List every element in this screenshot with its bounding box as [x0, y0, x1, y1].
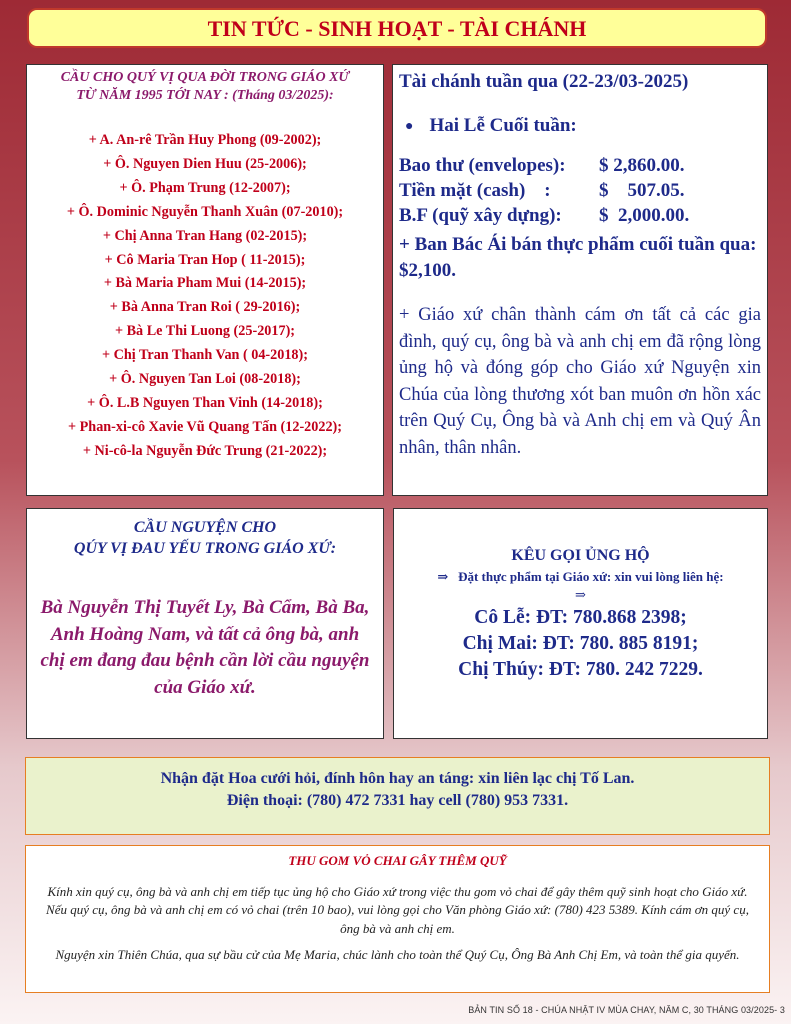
food-sale-note: + Ban Bác Ái bán thực phẩm cuối tuần qua: $2,100. — [399, 234, 757, 281]
finance-row-amount: $ 2,860.00. — [599, 155, 685, 176]
support-phones — [402, 605, 759, 683]
finance-bullet-label: Hai Lễ Cuối tuần: — [429, 115, 577, 136]
finance-row-label: B.F (quỹ xây dựng): — [399, 205, 562, 226]
finance-title: Tài chánh tuần qua (22-23/03-2025) — [399, 71, 689, 92]
phone-contact: Chị Mai: ĐT: 780. 885 8191; — [462, 633, 699, 654]
sick-names: Bà Nguyễn Thị Tuyết Ly, Bà Cẩm, Bà Ba, Anh Hoàng Nam, và tất cả ông bà, anh chị em đang đau bệnh cần lời cầu nguyện của Giáo xứ. — [40, 597, 370, 698]
list-item: + Ni-cô-la Nguyễn Đức Trung (21-2022); — [82, 442, 328, 459]
bottle-collection-section — [25, 845, 770, 993]
support-line-text: Đặt thực phẩm tại Giáo xứ: xin vui lòng liên hệ: — [458, 569, 724, 584]
list-item: + Ô. L.B Nguyen Than Vinh (14-2018); — [87, 394, 323, 411]
list-item: + Bà Maria Pham Mui (14-2015); — [103, 275, 307, 292]
flower-line1: Nhận đặt Hoa cưới hỏi, đính hôn hay an táng: xin liên lạc chị Tố Lan. — [160, 770, 635, 787]
deceased-heading-line1: CẦU CHO QUÝ VỊ QUA ĐỜI TRONG GIÁO XỨ — [60, 70, 350, 85]
list-item: + Bà Le Thi Luong (25-2017); — [114, 323, 296, 340]
support-title: KÊU GỌI ỦNG HỘ — [511, 547, 650, 564]
support-line — [402, 569, 759, 585]
finance-row — [399, 203, 761, 228]
list-item: + Ô. Dominic Nguyễn Thanh Xuân (07-2010); — [66, 203, 344, 220]
thanks-note: + Giáo xứ chân thành cám ơn tất cả các gia đình, quý cụ, ông bà và anh chị em đã rộng lòng ủng hộ và đóng góp cho Giáo xứ Nguyện xin Chúa của lòng thương xót ban muôn ơn hồn xác trên Quý Cụ, Ông bà và Anh chị em và Quý Ân nhân, thân nhân. — [399, 305, 761, 458]
bullet-icon: ● — [405, 118, 414, 134]
list-item: + Chị Anna Tran Hang (02-2015); — [102, 227, 308, 244]
sick-heading-line1: CẦU NGUYỆN CHO — [133, 519, 277, 536]
bottle-title: THU GOM VỎ CHAI GÂY THÊM QUỸ — [288, 853, 507, 868]
list-item: + Chị Tran Thanh Van ( 04-2018); — [102, 347, 308, 364]
list-item: + Ô. Nguyen Tan Loi (08-2018); — [109, 371, 301, 388]
finance-section — [392, 64, 768, 496]
sick-section — [26, 508, 384, 739]
bottle-paragraph: Kính xin quý cụ, ông bà và anh chị em tiếp tục ủng hộ cho Giáo xứ trong việc thu gom vỏ chai để gây thêm quỹ sinh hoạt cho Giáo xứ. Nếu quý cụ, ông bà và anh chị em có vỏ chai (trên 10 bao), vui lòng gọi cho Văn phòng Giáo xứ: (780) 423 5389. Kính cám ơn quý cụ, ông bà và anh chị em. — [46, 883, 749, 936]
finance-row-label: Bao thư (envelopes): — [399, 155, 566, 176]
support-section — [393, 508, 768, 739]
list-item: + Cô Maria Tran Hop ( 11-2015); — [104, 251, 306, 268]
finance-row-label: Tiền mặt (cash) : — [399, 180, 551, 201]
finance-row-amount: $ 507.05. — [599, 180, 685, 201]
flower-line2: Điện thoại: (780) 472 7331 hay cell (780) 953 7331. — [226, 792, 569, 809]
finance-rows — [399, 153, 761, 228]
page-title: TIN TỨC - SINH HOẠT - TÀI CHÁNH — [27, 8, 767, 48]
finance-row — [399, 153, 761, 178]
page-footer: BẢN TIN SỐ 18 - CHÚA NHẬT IV MÙA CHAY, NĂM C, 30 THÁNG 03/2025- 3 — [468, 1005, 785, 1015]
list-item: + Phan-xi-cô Xavie Vũ Quang Tấn (12-2022); — [68, 418, 342, 435]
sick-heading-line2: QÚY VỊ ĐAU YẾU TRONG GIÁO XỨ: — [73, 540, 337, 557]
finance-row-amount: $ 2,000.00. — [599, 205, 690, 226]
finance-row — [399, 178, 761, 203]
list-item: + A. An-rê Trần Huy Phong (09-2002); — [88, 132, 322, 148]
flower-order-section — [25, 757, 770, 835]
sick-heading — [37, 517, 373, 559]
finance-bullet — [405, 115, 761, 137]
blessing-paragraph: Nguyện xin Thiên Chúa, qua sự bầu cử của Mẹ Maria, chúc lành cho toàn thể Quý Cụ, Ông Bà Anh Chị Em, và toàn thể gia quyến. — [55, 947, 740, 962]
list-item: + Bà Anna Tran Roi ( 29-2016); — [109, 299, 301, 316]
phone-contact: Chị Thúy: ĐT: 780. 242 7229. — [458, 659, 703, 680]
list-item: + Ô. Nguyen Dien Huu (25-2006); — [103, 155, 307, 172]
deceased-section — [26, 64, 384, 496]
list-item: + Ô. Phạm Trung (12-2007); — [119, 179, 291, 196]
deceased-heading-line2: TỪ NĂM 1995 TỚI NAY : (Tháng 03/2025): — [76, 88, 334, 103]
deceased-heading — [35, 69, 375, 105]
arrow-right-icon: ⇒ — [437, 569, 449, 584]
phone-contact: Cô Lễ: ĐT: 780.868 2398; — [474, 607, 687, 628]
deceased-list — [35, 129, 375, 464]
arrow-right-icon: ⇒ — [575, 587, 586, 602]
